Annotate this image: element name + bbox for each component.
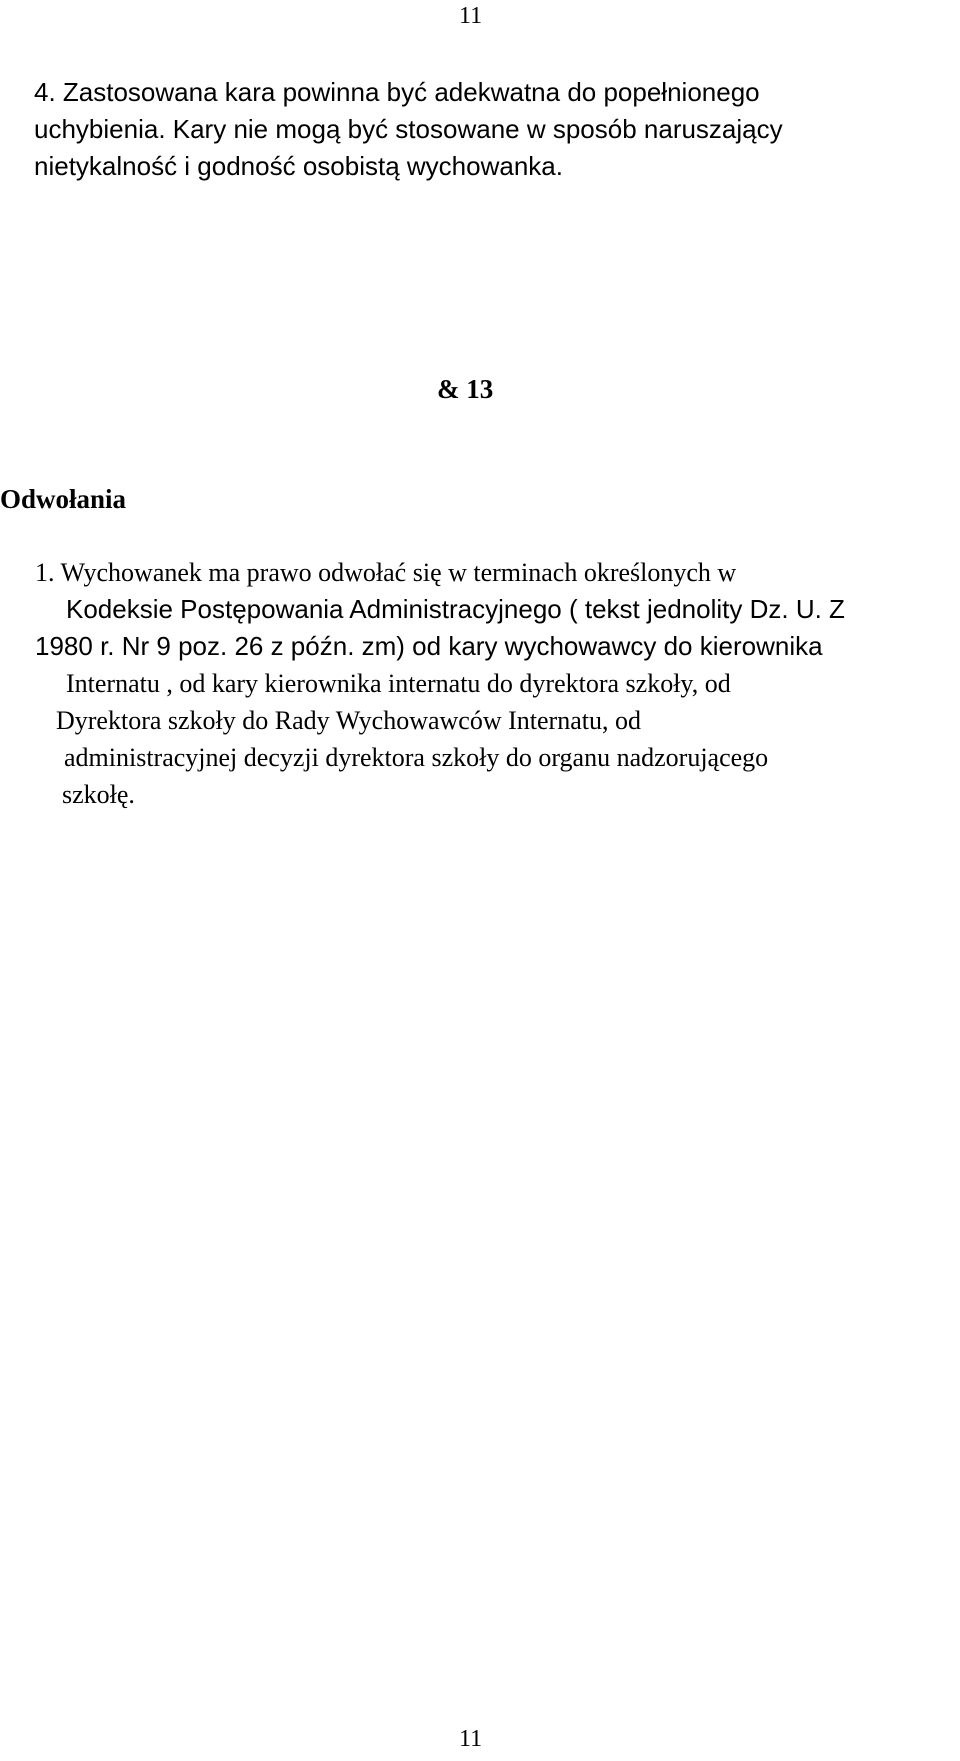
section-title: Odwołania [0, 484, 127, 514]
paragraph-line: Internatu , od kary kierownika internatu do dyrektora szkoły, od [66, 669, 731, 698]
paragraph-line: administracyjnej decyzji dyrektora szkoły do organu nadzorującego [64, 743, 769, 772]
page-number-top: 11 [459, 3, 483, 29]
paragraph-line: 4. Zastosowana kara powinna być adekwatna do popełnionego [34, 77, 760, 107]
section-number: & 13 [437, 374, 494, 404]
paragraph-line: Dyrektora szkoły do Rady Wychowawców Internatu, od [56, 706, 641, 735]
paragraph-line: Kodeksie Postępowania Administracyjnego ( tekst jednolity Dz. U. Z [66, 594, 845, 624]
paragraph-point-1 [0, 554, 845, 813]
paragraph-line: 1980 r. Nr 9 poz. 26 z późn. zm) od kary wychowawcy do kierownika [35, 631, 823, 661]
paragraph-line: 1. Wychowanek ma prawo odwołać się w terminach określonych w [35, 558, 737, 587]
paragraph-line: szkołę. [62, 780, 135, 809]
paragraph-point-4 [34, 74, 783, 185]
paragraph-line: uchybienia. Kary nie mogą być stosowane w sposób naruszający [34, 114, 783, 144]
paragraph-line: nietykalność i godność osobistą wychowanka. [34, 151, 563, 181]
page-number-bottom: 11 [459, 1726, 483, 1752]
